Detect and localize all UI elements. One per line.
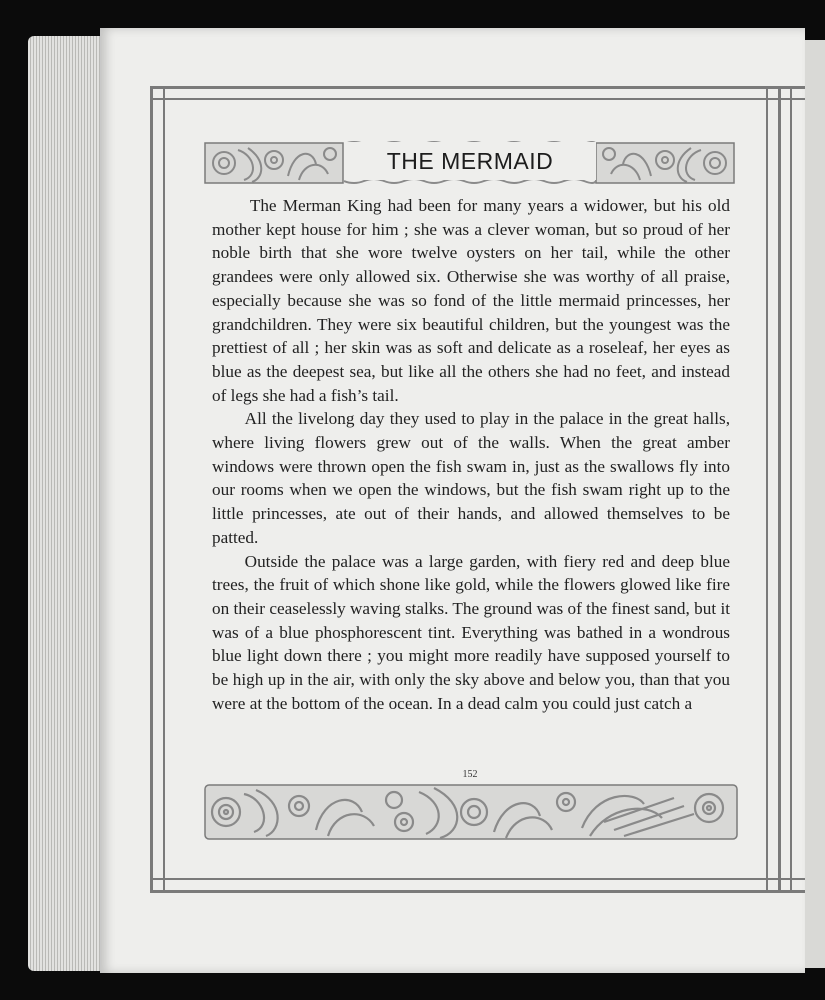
story-text [212, 194, 730, 715]
header-ornament-right [595, 140, 735, 185]
header-ornament-left [204, 140, 344, 185]
paragraph-1: The Merman King had been for many years a widower, but his old mother kept house for him ; she was a clever woman, but so proud of her noble birth that she wore twelve oysters on her tail, while the other grandees were only allowed six. Otherwise she was worthy of all praise, especially because she was so fond of the little mermaid princesses, her grandchildren. They were six beautiful children, but the youngest was the prettiest of all ; her skin was as soft and delicate as a roseleaf, her eyes as blue as the deepest sea, but like all the others she had no feet, and instead of legs she had a fish’s tail. [212, 196, 730, 405]
paragraph-2: All the livelong day they used to play in the palace in the great halls, where living flowers grew out of the walls. When the great amber windows were thrown open the fish swam in, just as the swallows fly into our rooms when we open the windows, but the fish swam right up to the little princesses, ate out of their hands, and allowed themselves to be patted. [212, 409, 730, 547]
footer-ornament [204, 782, 738, 842]
facing-page-edge [805, 40, 825, 968]
book-page-edges [28, 36, 108, 971]
chapter-title: THE MERMAID [344, 142, 596, 180]
page-number: 152 [462, 769, 478, 780]
paragraph-3: Outside the palace was a large garden, with fiery red and deep blue trees, the fruit of which shone like gold, while the flowers glowed like fire on their ceaselessly waving stalks. The ground was of the finest sand, but it was of a blue phosphorescent tint. Everything was bathed in a wondrous blue light down there ; you might more readily have supposed yourself to be high up in the air, with only the sky above and below you, than that you were at the bottom of the ocean. In a dead calm you could just catch a [212, 551, 730, 713]
chapter-header [204, 140, 735, 185]
